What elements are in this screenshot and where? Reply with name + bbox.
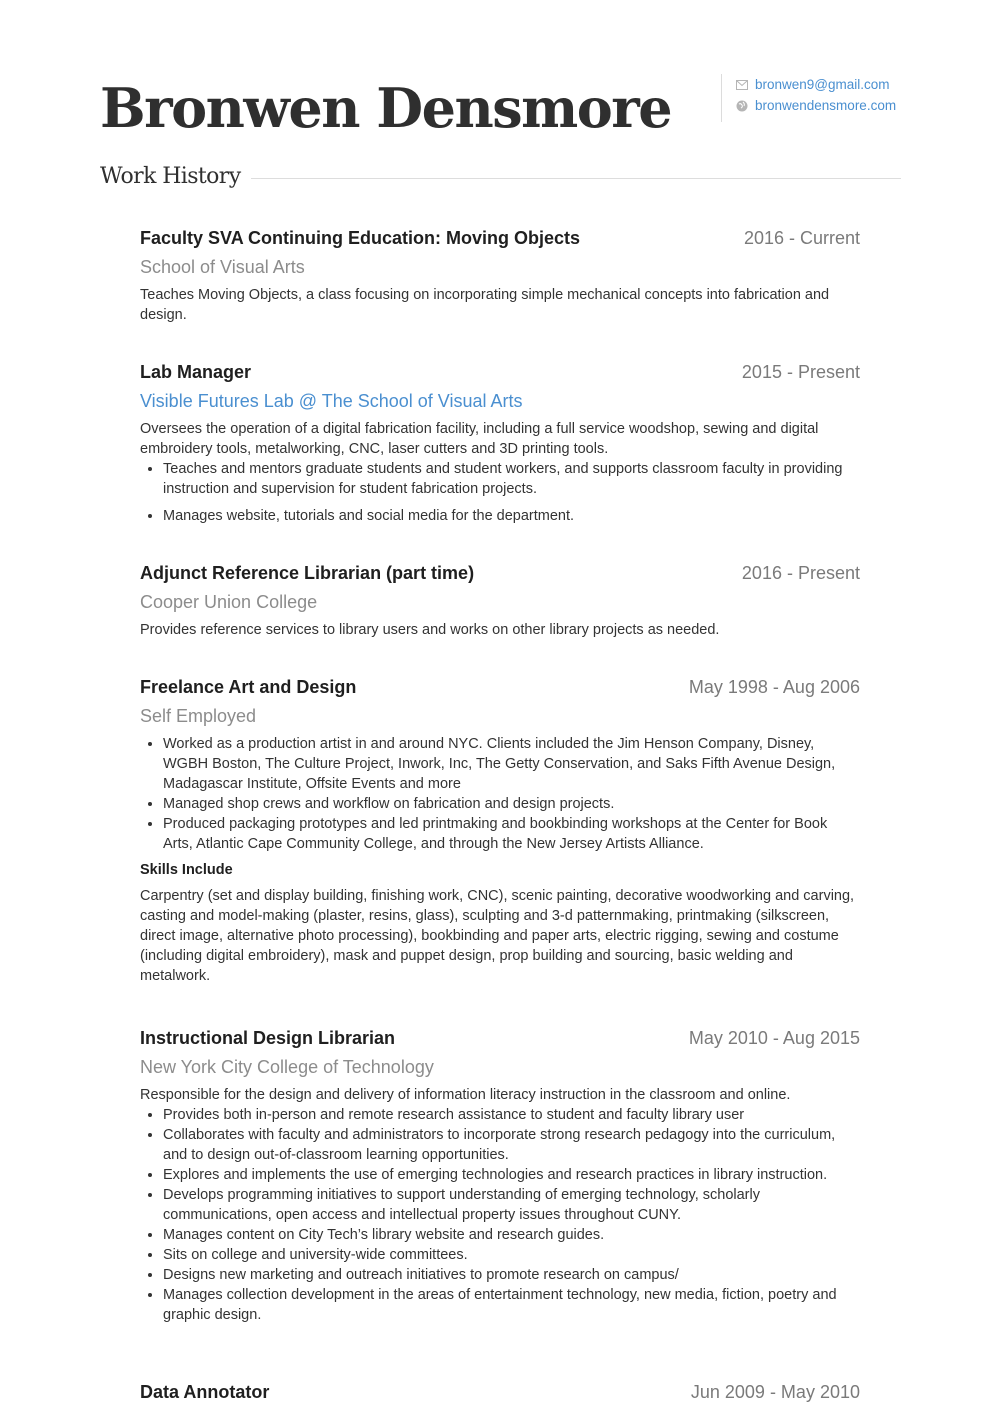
skills-description: Carpentry (set and display building, finishing work, CNC), scenic painting, decorative woodworking and carving, casting and model-making (plaster, resins, glass), sculpting and 3-d patternmaking, printmaking (silkscreen, direct image, alternative photo processing), bookbinding and paper arts, electric rigging, sewing and costume (including digital embroidery), mask and puppet design, prop building and sourcing, basic welding and metalwork. xyxy=(140,888,855,984)
job-description: Oversees the operation of a digital fabrication facility, including a full service woodshop, sewing and digital embroidery tools, metalworking, CNC, laser cutters and 3D printing tools. xyxy=(140,421,819,457)
globe-icon xyxy=(735,99,749,113)
website-row[interactable] xyxy=(735,95,935,116)
work-history-heading xyxy=(100,164,901,189)
job-organization: Self Employed xyxy=(140,706,257,726)
job-title: Instructional Design Librarian xyxy=(140,1028,396,1048)
list-item: • Manages content on City Tech’s library website and research guides. xyxy=(163,1225,860,1245)
job-dates: 2015 - Present xyxy=(741,362,860,382)
job-description: Responsible for the design and delivery of information literacy instruction in the classroom and online. xyxy=(140,1087,791,1103)
job-bullets xyxy=(140,734,860,854)
contact-block xyxy=(721,74,935,122)
job-dates: 2016 - Current xyxy=(743,228,860,248)
job-title: Lab Manager xyxy=(140,362,252,382)
list-item: • Teaches and mentors graduate students and student workers, and supports classroom faculty in providing instruction and supervision for student fabrication projects. xyxy=(163,459,860,499)
job-description: Teaches Moving Objects, a class focusing on incorporating simple mechanical concepts into fabrication and design. xyxy=(140,287,830,323)
list-item: • Explores and implements the use of emerging technologies and research practices in library instruction. xyxy=(163,1165,860,1185)
list-item: • Sits on college and university-wide committees. xyxy=(163,1245,860,1265)
email-link[interactable]: bronwen9@gmail.com xyxy=(755,77,890,92)
job-bullets xyxy=(140,1105,860,1325)
job-dates: Jun 2009 - May 2010 xyxy=(690,1382,860,1402)
envelope-icon xyxy=(735,78,749,92)
job-entry xyxy=(140,1028,860,1325)
job-dates: May 2010 - Aug 2015 xyxy=(688,1028,860,1048)
list-item: • Manages collection development in the areas of entertainment technology, new media, fiction, poetry and graphic design. xyxy=(163,1285,860,1325)
job-dates: May 1998 - Aug 2006 xyxy=(688,677,860,697)
section-title: Work History xyxy=(100,164,241,189)
job-organization-link[interactable]: Visible Futures Lab @ The School of Visual Arts xyxy=(140,391,523,411)
job-organization: School of Visual Arts xyxy=(140,257,305,277)
job-title: Faculty SVA Continuing Education: Moving Objects xyxy=(140,228,581,248)
website-link[interactable]: bronwendensmore.com xyxy=(755,98,897,113)
job-entry xyxy=(140,677,860,986)
job-title: Adjunct Reference Librarian (part time) xyxy=(140,563,475,583)
list-item: • Collaborates with faculty and administrators to incorporate strong research pedagogy into the curriculum, and to design out-of-classroom learning opportunities. xyxy=(163,1125,860,1165)
job-entry xyxy=(140,563,860,640)
job-organization: Cooper Union College xyxy=(140,592,318,612)
list-item: • Manages website, tutorials and social media for the department. xyxy=(163,506,860,526)
list-item: • Designs new marketing and outreach initiatives to promote research on campus/ xyxy=(163,1265,860,1285)
list-item: • Produced packaging prototypes and led printmaking and bookbinding workshops at the Center for Book Arts, Atlantic Cape Community College, and through the New Jersey Artists Alliance. xyxy=(163,814,860,854)
section-divider xyxy=(251,178,901,179)
job-bullets xyxy=(140,459,860,526)
list-item: • Provides both in-person and remote research assistance to student and faculty library user xyxy=(163,1105,860,1125)
job-title: Data Annotator xyxy=(140,1382,270,1402)
job-title: Freelance Art and Design xyxy=(140,677,357,697)
job-entry xyxy=(140,228,860,325)
skills-heading: Skills Include xyxy=(140,862,233,878)
job-entry xyxy=(140,362,860,526)
list-item: • Worked as a production artist in and around NYC. Clients included the Jim Henson Company, Disney, WGBH Boston, The Culture Project, Inwork, Inc, The Getty Conservation, and Saks Fifth Avenue Design, Madagascar Institute, Offsite Events and more xyxy=(163,734,860,794)
job-description: Provides reference services to library users and works on other library projects as needed. xyxy=(140,622,720,638)
job-dates: 2016 - Present xyxy=(741,563,860,583)
job-entry xyxy=(140,1382,860,1408)
job-organization: New York City College of Technology xyxy=(140,1057,434,1077)
list-item: • Develops programming initiatives to support understanding of emerging technology, scholarly communications, open access and intellectual property issues throughout CUNY. xyxy=(163,1185,860,1225)
list-item: • Managed shop crews and workflow on fabrication and design projects. xyxy=(163,794,860,814)
candidate-name: Bronwen Densmore xyxy=(100,76,672,140)
email-row[interactable] xyxy=(735,74,935,95)
